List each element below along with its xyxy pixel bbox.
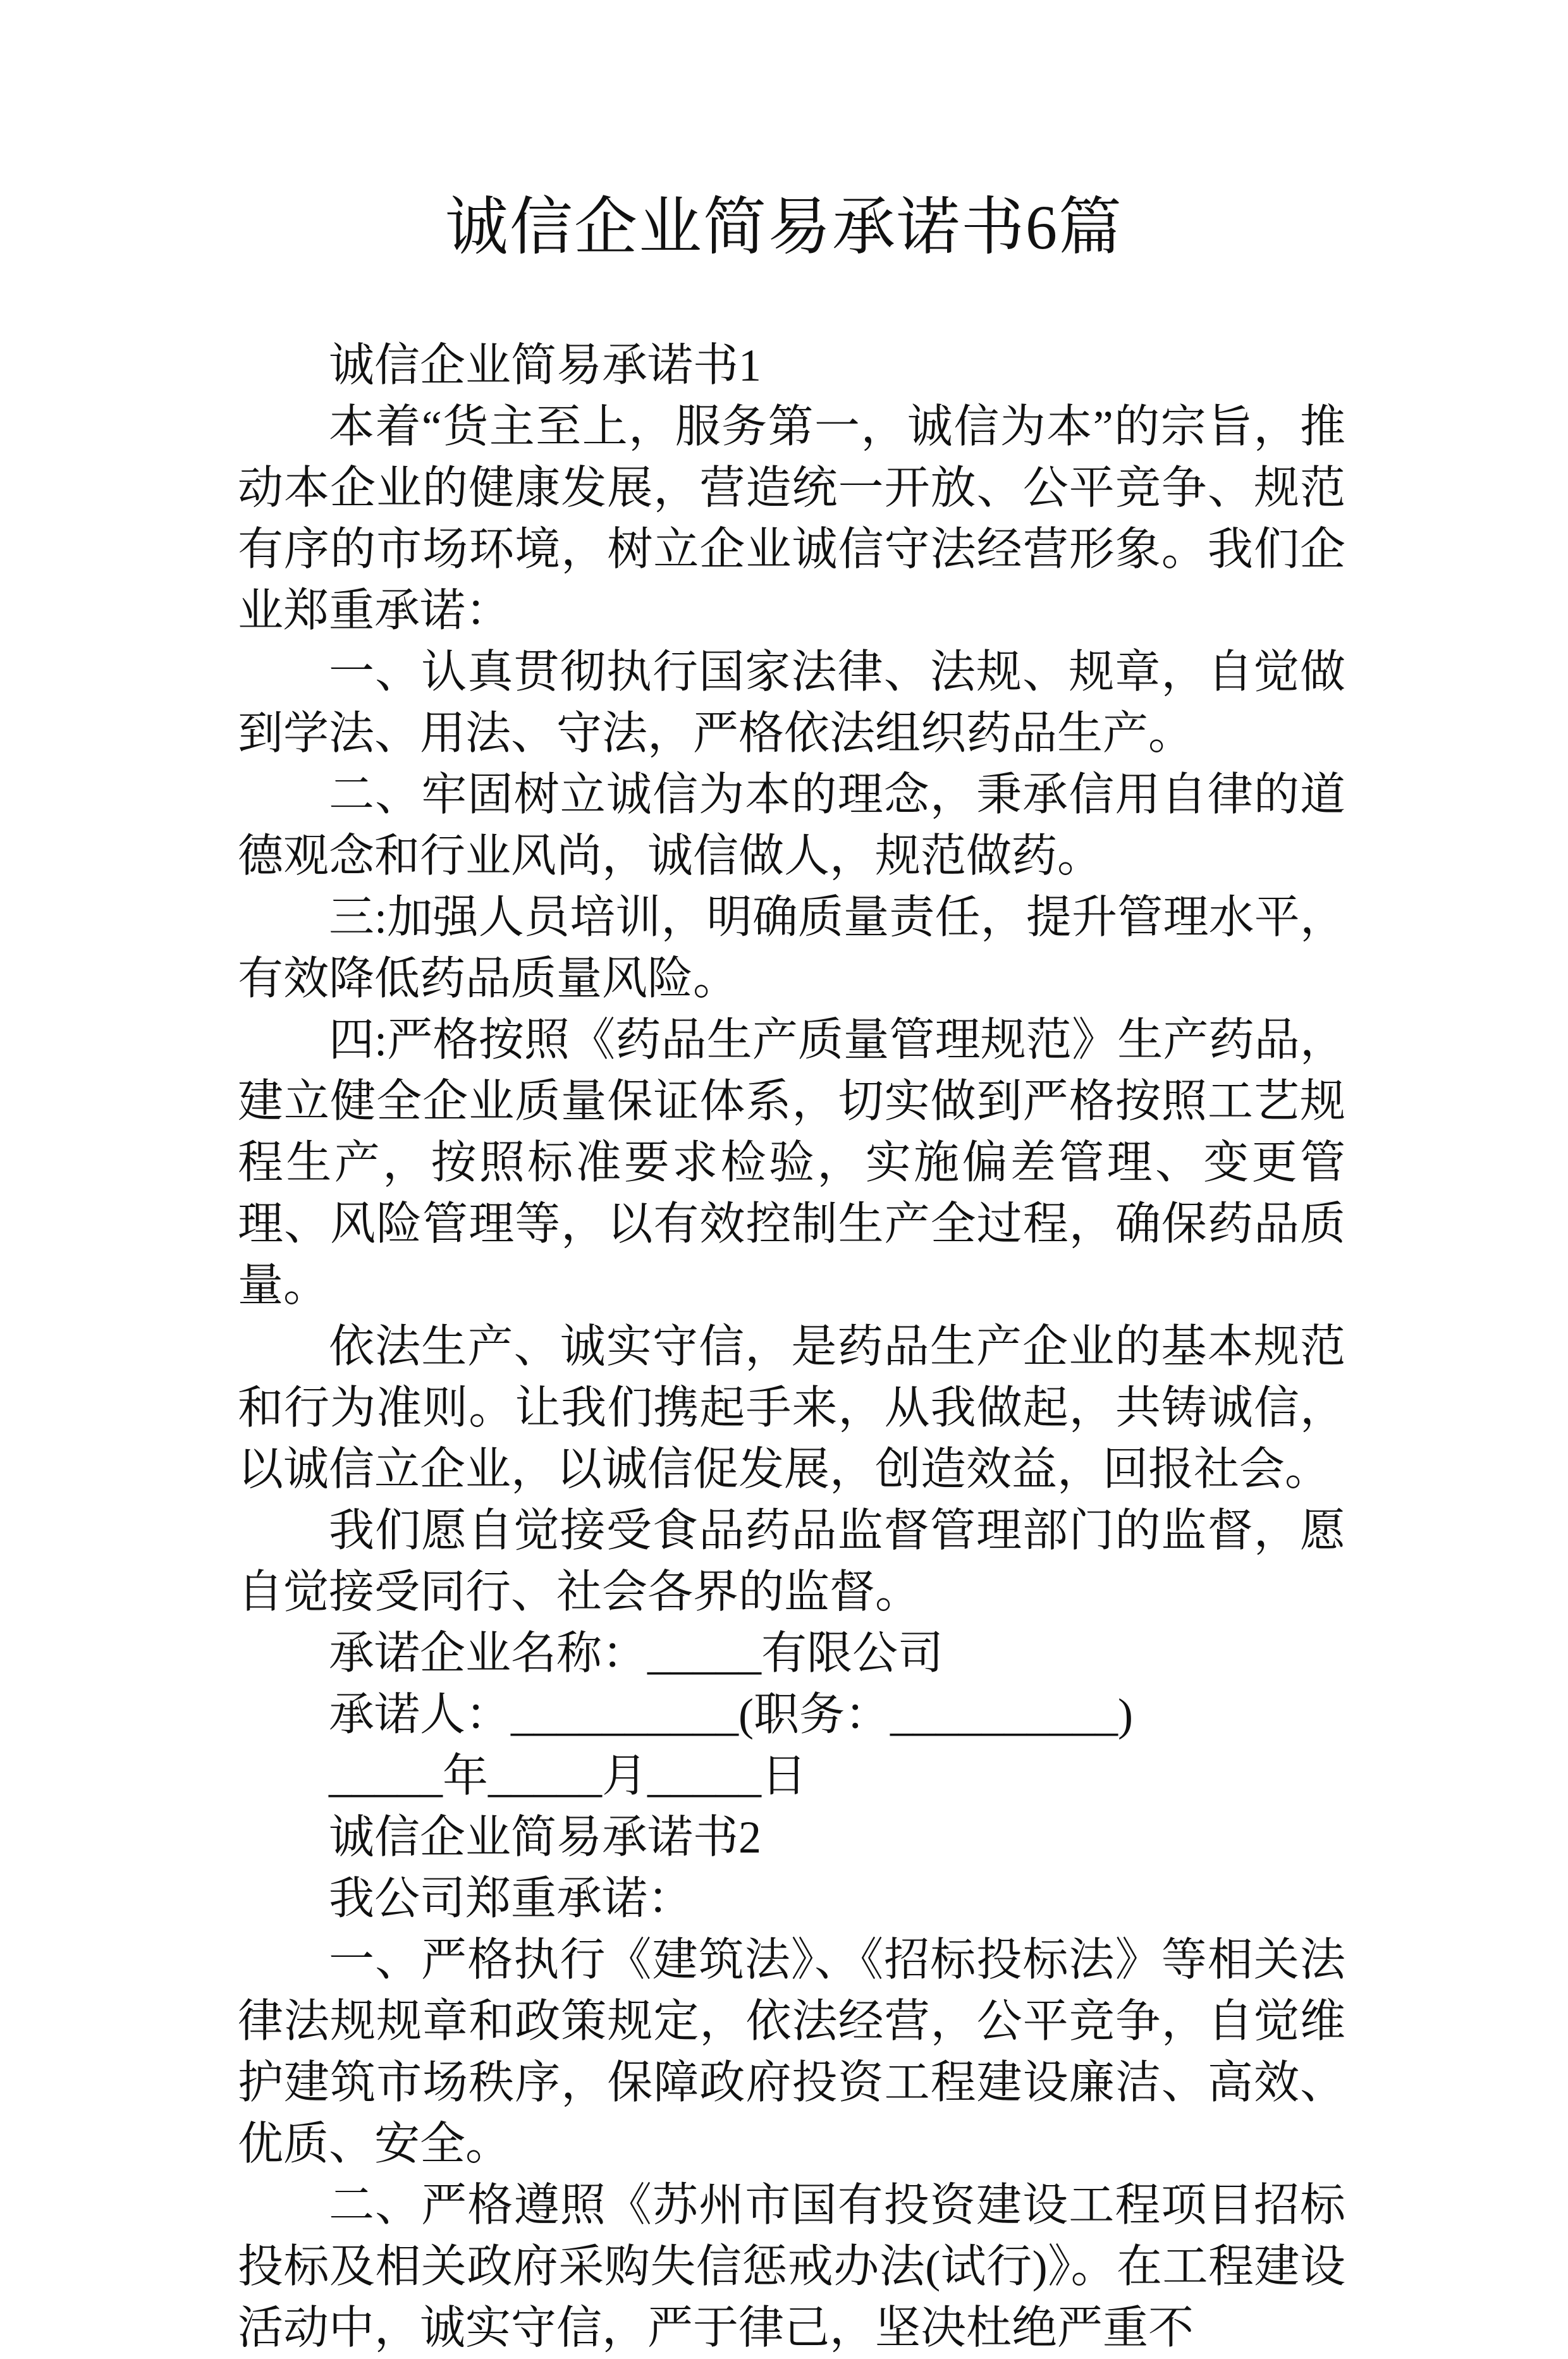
date-line: _____年_____月_____日 [329, 1751, 807, 1801]
paragraph: 一、严格执行《建筑法》、《招标投标法》等相关法律法规规章和政策规定，依法经营，公平竞争，自觉维护建筑市场秩序，保障政府投资工程建设廉洁、高效、优质、安全。 [238, 1935, 1345, 2169]
company-name-line: 承诺企业名称：_____有限公司 [329, 1628, 944, 1679]
document-title: 诚信企业简易承诺书6篇 [445, 192, 1123, 262]
paragraph: 三:加强人员培训，明确质量责任，提升管理水平，有效降低药品质量风险。 [238, 892, 1345, 1004]
signatory-line: 承诺人：__________(职务：__________) [329, 1689, 1133, 1740]
section-heading: 诚信企业简易承诺书2 [329, 1812, 762, 1863]
paragraph: 依法生产、诚实守信，是药品生产企业的基本规范和行为准则。让我们携起手来，从我做起，共铸诚信，以诚信立企业，以诚信促发展，创造效益，回报社会。 [238, 1321, 1345, 1495]
paragraph: 我们愿自觉接受食品药品监督管理部门的监督，愿自觉接受同行、社会各界的监督。 [238, 1505, 1345, 1617]
section-heading: 诚信企业简易承诺书1 [329, 340, 762, 391]
paragraph: 四:严格按照《药品生产质量管理规范》生产药品，建立健全企业质量保证体系，切实做到严格按照工艺规程生产，按照标准要求检验，实施偏差管理、变更管理、风险管理等，以有效控制生产全过程，确保药品质量。 [238, 1015, 1345, 1311]
paragraph: 一、认真贯彻执行国家法律、法规、规章，自觉做到学法、用法、守法，严格依法组织药品生产。 [238, 647, 1345, 759]
document-body [238, 335, 1345, 2359]
paragraph: 二、严格遵照《苏州市国有投资建设工程项目招标投标及相关政府采购失信惩戒办法(试行)》。在工程建设活动中，诚实守信，严于律己，坚决杜绝严重不 [238, 2180, 1345, 2353]
paragraph: 我公司郑重承诺： [329, 1873, 694, 1924]
paragraph: 二、牢固树立诚信为本的理念，秉承信用自律的道德观念和行业风尚，诚信做人，规范做药。 [238, 769, 1345, 881]
paragraph: 本着“货主至上，服务第一，诚信为本”的宗旨，推动本企业的健康发展，营造统一开放、公平竞争、规范有序的市场环境，树立企业诚信守法经营形象。我们企业郑重承诺： [238, 401, 1345, 636]
